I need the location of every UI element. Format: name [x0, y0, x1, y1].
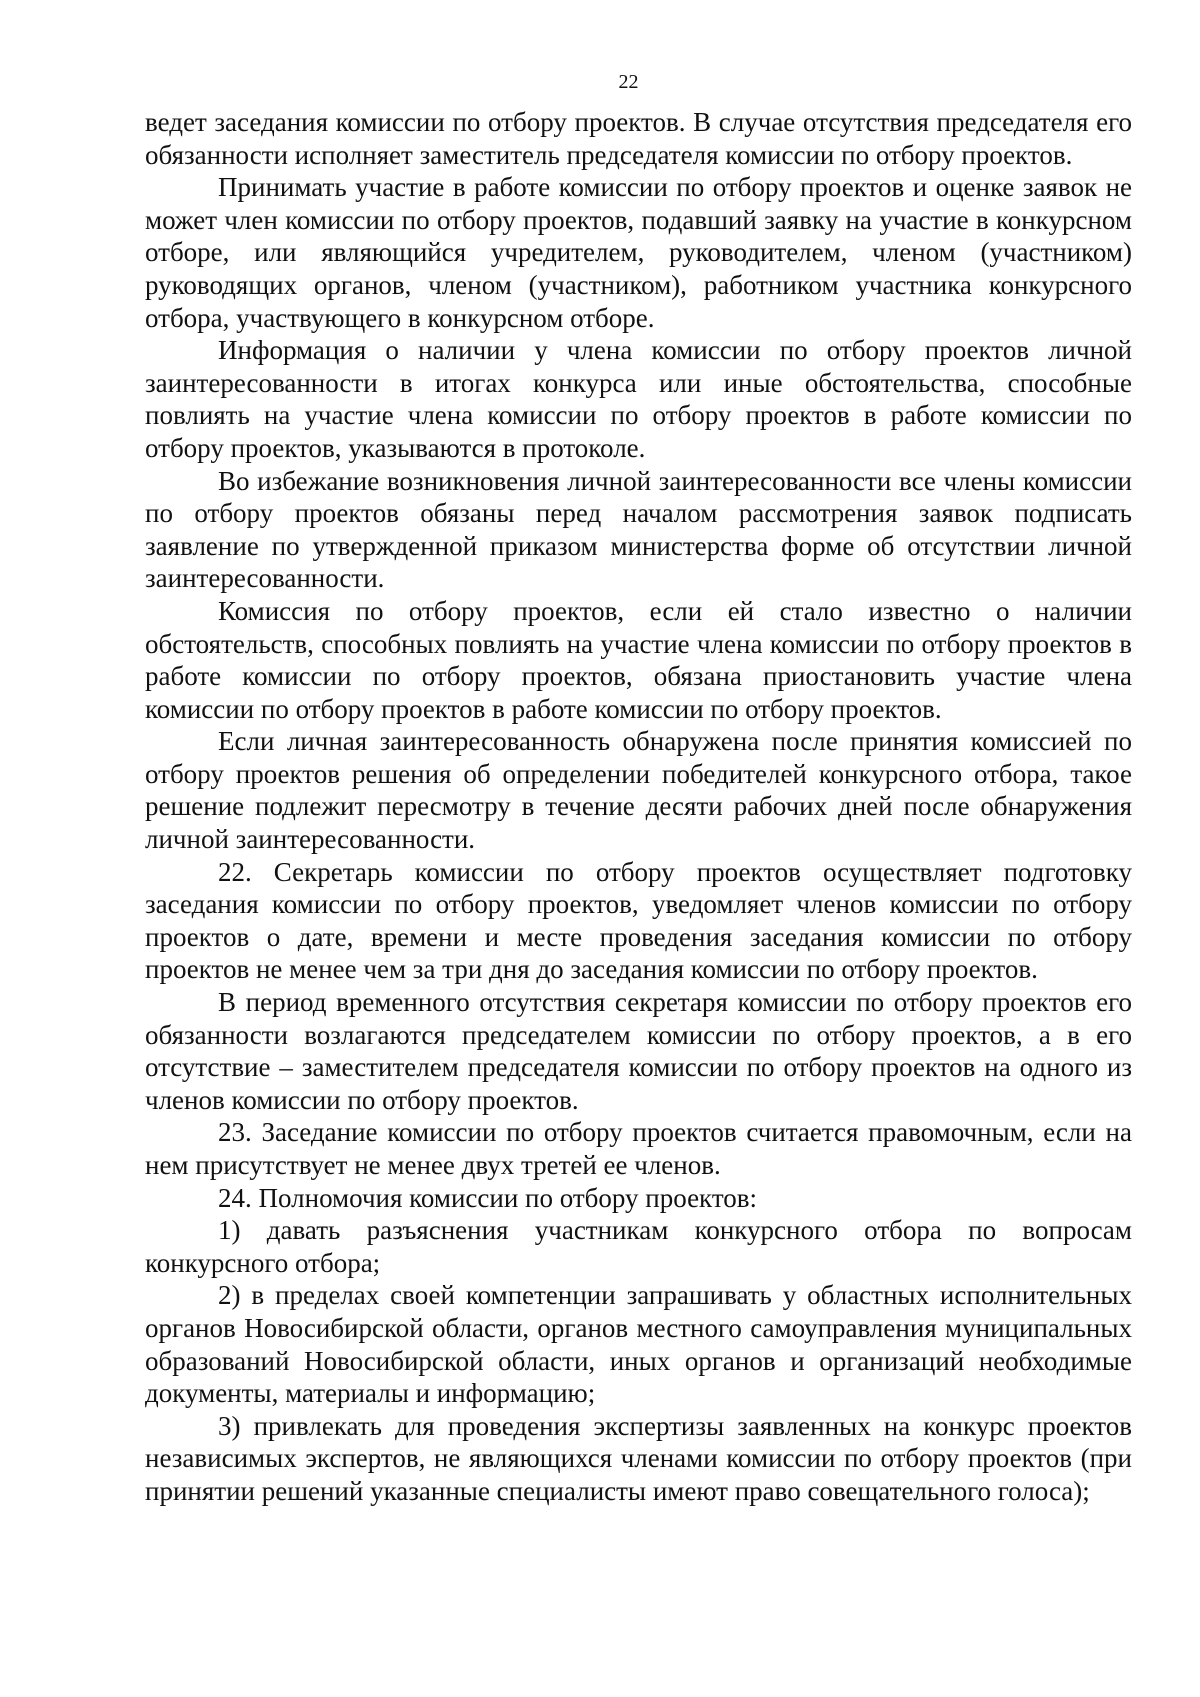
- paragraph: Информация о наличии у члена комиссии по отбору проектов личной заинтересованности в итогах конкурса или иные обстоятельства, способные повлиять на участие члена комиссии по отбору проектов в работе комиссии по отбору проектов, указываются в протоколе.: [145, 335, 1132, 463]
- paragraph: 22. Секретарь комиссии по отбору проектов осуществляет подготовку заседания комиссии по отбору проектов, уведомляет членов комиссии по отбору проектов о дате, времени и месте проведения заседания комиссии по отбору проектов не менее чем за три дня до заседания комиссии по отбору проектов.: [145, 856, 1132, 985]
- paragraph: 2) в пределах своей компетенции запрашивать у областных исполнительных органов Новосибирской области, органов местного самоуправления муниципальных образований Новосибирской области, иных органов и организаций необходимые документы, материалы и информацию;: [145, 1280, 1132, 1409]
- paragraph: 23. Заседание комиссии по отбору проектов считается правомочным, если на нем присутствует не менее двух третей ее членов.: [145, 1117, 1132, 1180]
- paragraph: Принимать участие в работе комиссии по отбору проектов и оценке заявок не может член комиссии по отбору проектов, подавший заявку на участие в конкурсном отборе, или являющийся учредителем, руководителем, членом (участником) руководящих органов, членом (участником), работником участника конкурсного отбора, участвующего в конкурсном отборе.: [145, 172, 1132, 333]
- page-number: 22: [618, 71, 639, 93]
- paragraph: Комиссия по отбору проектов, если ей стало известно о наличии обстоятельств, способных повлиять на участие члена комиссии по отбору проектов в работе комиссии по отбору проектов, обязана приостановить участие члена комиссии по отбору проектов в работе комиссии по отбору проектов.: [145, 595, 1132, 724]
- paragraph: Во избежание возникновения личной заинтересованности все члены комиссии по отбору проектов обязаны перед началом рассмотрения заявок подписать заявление по утвержденной приказом министерства форме об отсутствии личной заинтересованности.: [145, 465, 1132, 594]
- paragraph: 1) давать разъяснения участникам конкурсного отбора по вопросам конкурсного отбора;: [145, 1215, 1132, 1278]
- paragraph: 24. Полномочия комиссии по отбору проектов:: [218, 1182, 758, 1213]
- paragraph: ведет заседания комиссии по отбору проектов. В случае отсутствия председателя его обязанности исполняет заместитель председателя комиссии по отбору проектов.: [145, 107, 1132, 170]
- document-body: [145, 106, 1132, 1508]
- paragraph: В период временного отсутствия секретаря комиссии по отбору проектов его обязанности возлагаются председателем комиссии по отбору проектов, а в его отсутствие – заместителем председателя комиссии по отбору проектов на одного из членов комиссии по отбору проектов.: [145, 987, 1132, 1115]
- paragraph: 3) привлекать для проведения экспертизы заявленных на конкурс проектов независимых экспертов, не являющихся членами комиссии по отбору проектов (при принятии решений указанные специалисты имеют право совещательного голоса);: [145, 1410, 1132, 1506]
- paragraph: Если личная заинтересованность обнаружена после принятия комиссией по отбору проектов решения об определении победителей конкурсного отбора, такое решение подлежит пересмотру в течение десяти рабочих дней после обнаружения личной заинтересованности.: [145, 726, 1132, 855]
